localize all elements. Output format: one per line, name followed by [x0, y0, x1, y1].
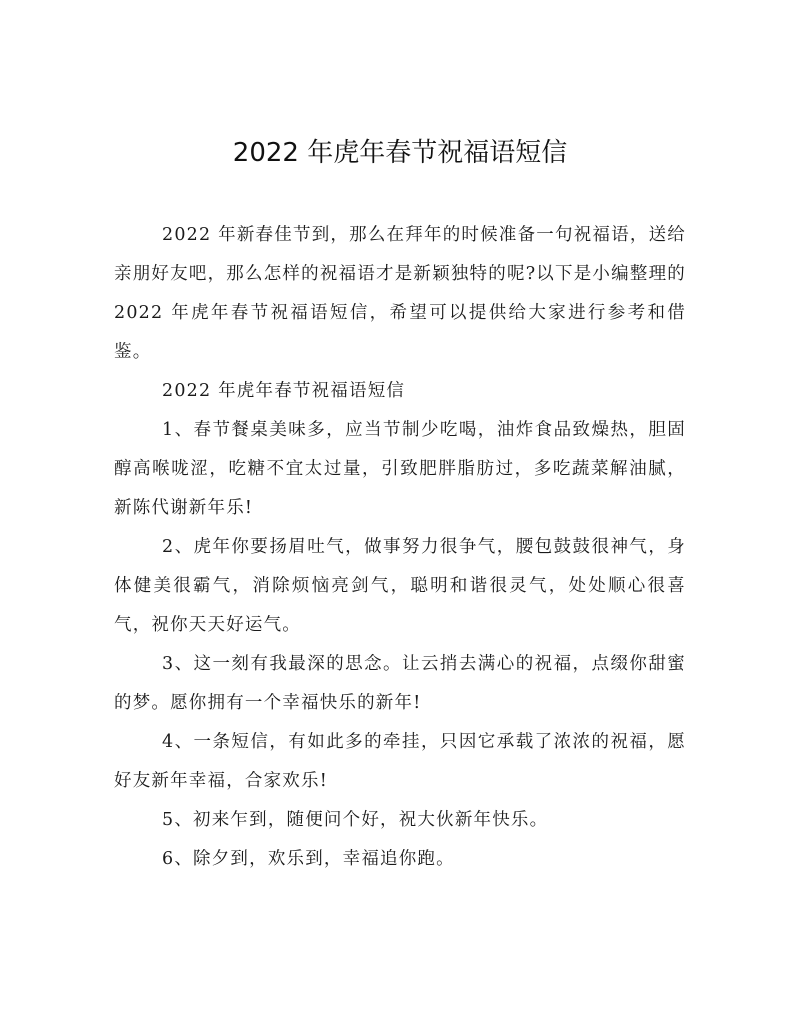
document-title: 2022 年虎年春节祝福语短信 — [232, 138, 568, 168]
greeting-item-1: 1、春节餐桌美味多，应当节制少吃喝，油炸食品致燥热，胆固醇高喉咙涩，吃糖不宜太过量，引致肥胖脂肪过，多吃蔬菜解油腻，新陈代谢新年乐! — [114, 420, 686, 518]
greeting-item-2: 2、虎年你要扬眉吐气，做事努力很争气，腰包鼓鼓很神气，身体健美很霸气，消除烦恼亮剑气，聪明和谐很灵气，处处顺心很喜气，祝你天天好运气。 — [114, 537, 686, 635]
greeting-item-6: 6、除夕到，欢乐到，幸福追你跑。 — [162, 849, 455, 869]
greeting-item-5: 5、初来乍到，随便问个好，祝大伙新年快乐。 — [162, 810, 549, 830]
greeting-item-4: 4、一条短信，有如此多的牵挂，只因它承载了浓浓的祝福，愿好友新年幸福，合家欢乐! — [114, 732, 686, 791]
section-heading: 2022 年虎年春节祝福语短信 — [162, 381, 406, 401]
document-body — [114, 216, 686, 879]
intro-paragraph: 2022 年新春佳节到，那么在拜年的时候准备一句祝福语，送给亲朋好友吧，那么怎样的祝福语才是新颖独特的呢?以下是小编整理的 2022 年虎年春节祝福语短信，希望可以提供给大家进行参考和借鉴。 — [114, 225, 686, 362]
greeting-item-3: 3、这一刻有我最深的思念。让云捎去满心的祝福，点缀你甜蜜的梦。愿你拥有一个幸福快乐的新年! — [114, 654, 686, 713]
